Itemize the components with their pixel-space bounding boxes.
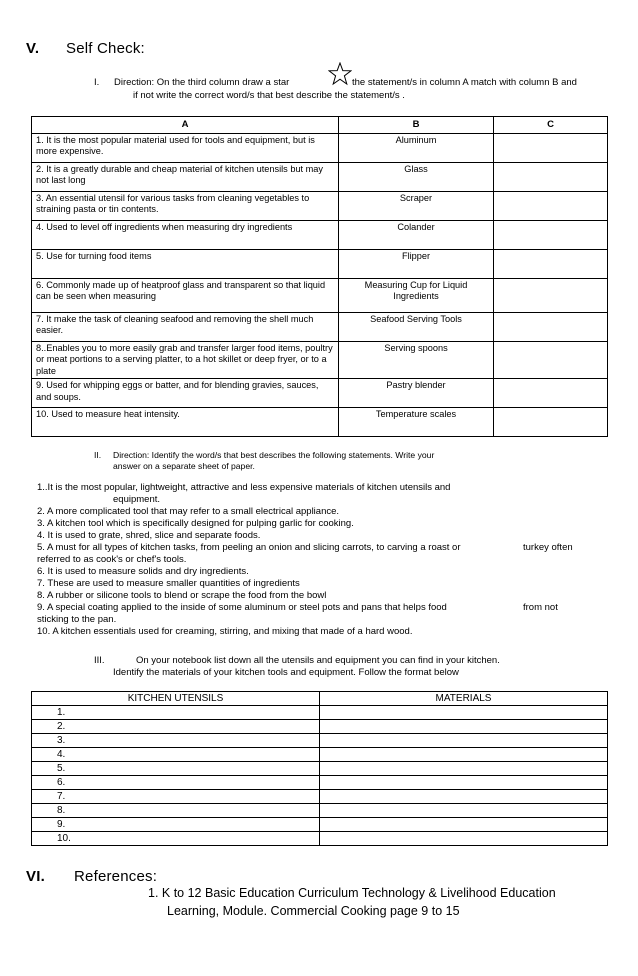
statement-cell: 5. Use for turning food items bbox=[32, 249, 339, 278]
answer-cell: Temperature scales bbox=[339, 408, 494, 437]
part2-number: II. bbox=[94, 450, 102, 460]
table-row bbox=[32, 748, 608, 762]
table-row bbox=[32, 379, 608, 408]
list-item: 5. A must for all types of kitchen tasks, from peeling an onion and slicing carrots, to carving a roast or bbox=[37, 542, 461, 553]
star-cell[interactable] bbox=[494, 278, 608, 312]
material-cell[interactable] bbox=[320, 762, 608, 776]
material-cell[interactable] bbox=[320, 748, 608, 762]
table-row bbox=[32, 720, 608, 734]
section-title: References: bbox=[74, 868, 158, 885]
material-cell[interactable] bbox=[320, 804, 608, 818]
table-row bbox=[32, 776, 608, 790]
section-heading bbox=[26, 40, 145, 57]
table-row bbox=[32, 832, 608, 846]
materials-header: MATERIALS bbox=[320, 692, 608, 706]
statement-cell: 10. Used to measure heat intensity. bbox=[32, 408, 339, 437]
table-row bbox=[32, 191, 608, 220]
section-number: VI. bbox=[26, 868, 45, 885]
part3-direction-line2: Identify the materials of your kitchen tools and equipment. Follow the format below bbox=[113, 667, 459, 678]
kitchen-utensils-header: KITCHEN UTENSILS bbox=[32, 692, 320, 706]
utensil-cell[interactable]: 9. bbox=[32, 818, 320, 832]
utensil-cell[interactable]: 8. bbox=[32, 804, 320, 818]
section-title: Self Check: bbox=[66, 40, 145, 57]
statement-cell: 9. Used for whipping eggs or batter, and for blending gravies, sauces, and soups. bbox=[32, 379, 339, 408]
answer-cell: Colander bbox=[339, 220, 494, 249]
star-cell[interactable] bbox=[494, 341, 608, 379]
answer-cell: Measuring Cup for Liquid Ingredients bbox=[339, 278, 494, 312]
statement-cell: 7. It make the task of cleaning seafood and removing the shell much easier. bbox=[32, 312, 339, 341]
list-item: 6. It is used to measure solids and dry ingredients. bbox=[37, 566, 249, 577]
list-item: 10. A kitchen essentials used for creaming, stirring, and mixing that made of a hard wood. bbox=[37, 626, 413, 637]
utensil-cell[interactable]: 3. bbox=[32, 734, 320, 748]
answer-cell: Pastry blender bbox=[339, 379, 494, 408]
material-cell[interactable] bbox=[320, 832, 608, 846]
star-cell[interactable] bbox=[494, 220, 608, 249]
part3-number: III. bbox=[94, 655, 105, 666]
table-row bbox=[32, 804, 608, 818]
list-item: from not bbox=[523, 602, 558, 613]
column-a-header: A bbox=[32, 117, 339, 134]
table-row bbox=[32, 312, 608, 341]
statement-cell: 4. Used to level off ingredients when measuring dry ingredients bbox=[32, 220, 339, 249]
star-cell[interactable] bbox=[494, 312, 608, 341]
table-header-row bbox=[32, 692, 608, 706]
utensil-cell[interactable]: 5. bbox=[32, 762, 320, 776]
column-b-header: B bbox=[339, 117, 494, 134]
table-row bbox=[32, 408, 608, 437]
statement-cell: 8..Enables you to more easily grab and transfer larger food items, poultry or meat portions to a serving platter, to a hot skillet or deep fryer, or to a plate bbox=[32, 341, 339, 379]
kitchen-utensils-table bbox=[31, 691, 608, 846]
utensil-cell[interactable]: 10. bbox=[32, 832, 320, 846]
table-row bbox=[32, 249, 608, 278]
table-row bbox=[32, 790, 608, 804]
table-row bbox=[32, 734, 608, 748]
list-item: 9. A special coating applied to the inside of some aluminum or steel pots and pans that helps food bbox=[37, 602, 447, 613]
list-item: equipment. bbox=[113, 494, 161, 505]
statement-cell: 1. It is the most popular material used for tools and equipment, but is more expensive. bbox=[32, 133, 339, 162]
utensil-cell[interactable]: 7. bbox=[32, 790, 320, 804]
references-heading bbox=[26, 868, 157, 885]
list-item: 4. It is used to grate, shred, slice and separate foods. bbox=[37, 530, 261, 541]
match-table bbox=[31, 116, 608, 437]
list-item: turkey often bbox=[523, 542, 573, 553]
answer-cell: Serving spoons bbox=[339, 341, 494, 379]
reference-line2: Learning, Module. Commercial Cooking page 9 to 15 bbox=[167, 904, 460, 918]
material-cell[interactable] bbox=[320, 734, 608, 748]
answer-cell: Scraper bbox=[339, 191, 494, 220]
list-item: 8. A rubber or silicone tools to blend or scrape the food from the bowl bbox=[37, 590, 327, 601]
part1-direction-line2: if not write the correct word/s that best describe the statement/s . bbox=[133, 90, 405, 101]
material-cell[interactable] bbox=[320, 706, 608, 720]
list-item: referred to as cook's or chef's tools. bbox=[37, 554, 187, 565]
star-cell[interactable] bbox=[494, 379, 608, 408]
star-cell[interactable] bbox=[494, 408, 608, 437]
material-cell[interactable] bbox=[320, 776, 608, 790]
table-row bbox=[32, 706, 608, 720]
table-row bbox=[32, 341, 608, 379]
table-row bbox=[32, 133, 608, 162]
utensil-cell[interactable]: 4. bbox=[32, 748, 320, 762]
star-cell[interactable] bbox=[494, 162, 608, 191]
answer-cell: Aluminum bbox=[339, 133, 494, 162]
material-cell[interactable] bbox=[320, 790, 608, 804]
list-item: 7. These are used to measure smaller quantities of ingredients bbox=[37, 578, 300, 589]
list-item: 3. A kitchen tool which is specifically designed for pulping garlic for cooking. bbox=[37, 518, 354, 529]
table-row bbox=[32, 762, 608, 776]
star-cell[interactable] bbox=[494, 133, 608, 162]
star-cell[interactable] bbox=[494, 191, 608, 220]
part1-number: I. bbox=[94, 77, 100, 88]
utensil-cell[interactable]: 6. bbox=[32, 776, 320, 790]
table-row bbox=[32, 818, 608, 832]
statement-cell: 6. Commonly made up of heatproof glass and transparent so that liquid can be seen when measuring bbox=[32, 278, 339, 312]
list-item: 1..It is the most popular, lightweight, attractive and less expensive materials of kitchen utensils and bbox=[37, 482, 451, 493]
material-cell[interactable] bbox=[320, 720, 608, 734]
utensil-cell[interactable]: 1. bbox=[32, 706, 320, 720]
list-item: 2. A more complicated tool that may refer to a small electrical appliance. bbox=[37, 506, 340, 517]
table-row bbox=[32, 162, 608, 191]
answer-cell: Seafood Serving Tools bbox=[339, 312, 494, 341]
material-cell[interactable] bbox=[320, 818, 608, 832]
statement-cell: 3. An essential utensil for various tasks from cleaning vegetables to straining pasta or tin contents. bbox=[32, 191, 339, 220]
list-item: sticking to the pan. bbox=[37, 614, 117, 625]
star-cell[interactable] bbox=[494, 249, 608, 278]
section-number: V. bbox=[26, 40, 40, 57]
part2-direction-line1: Direction: Identify the word/s that best describes the following statements. Write your bbox=[113, 450, 435, 460]
table-row bbox=[32, 220, 608, 249]
answer-cell: Flipper bbox=[339, 249, 494, 278]
part3-direction-line1: On your notebook list down all the utensils and equipment you can find in your kitchen. bbox=[136, 655, 500, 666]
column-c-header: C bbox=[494, 117, 608, 134]
statement-cell: 2. It is a greatly durable and cheap material of kitchen utensils but may not last long bbox=[32, 162, 339, 191]
table-row bbox=[32, 278, 608, 312]
part1-direction-line1b: the statement/s in column A match with column B and bbox=[352, 77, 577, 88]
answer-cell: Glass bbox=[339, 162, 494, 191]
utensil-cell[interactable]: 2. bbox=[32, 720, 320, 734]
reference-line1: 1. K to 12 Basic Education Curriculum Technology & Livelihood Education bbox=[148, 886, 556, 900]
part2-direction-line2: answer on a separate sheet of paper. bbox=[113, 461, 255, 471]
star-icon bbox=[328, 62, 352, 86]
table-header-row bbox=[32, 117, 608, 134]
part1-direction-line1a: Direction: On the third column draw a star bbox=[114, 77, 290, 88]
